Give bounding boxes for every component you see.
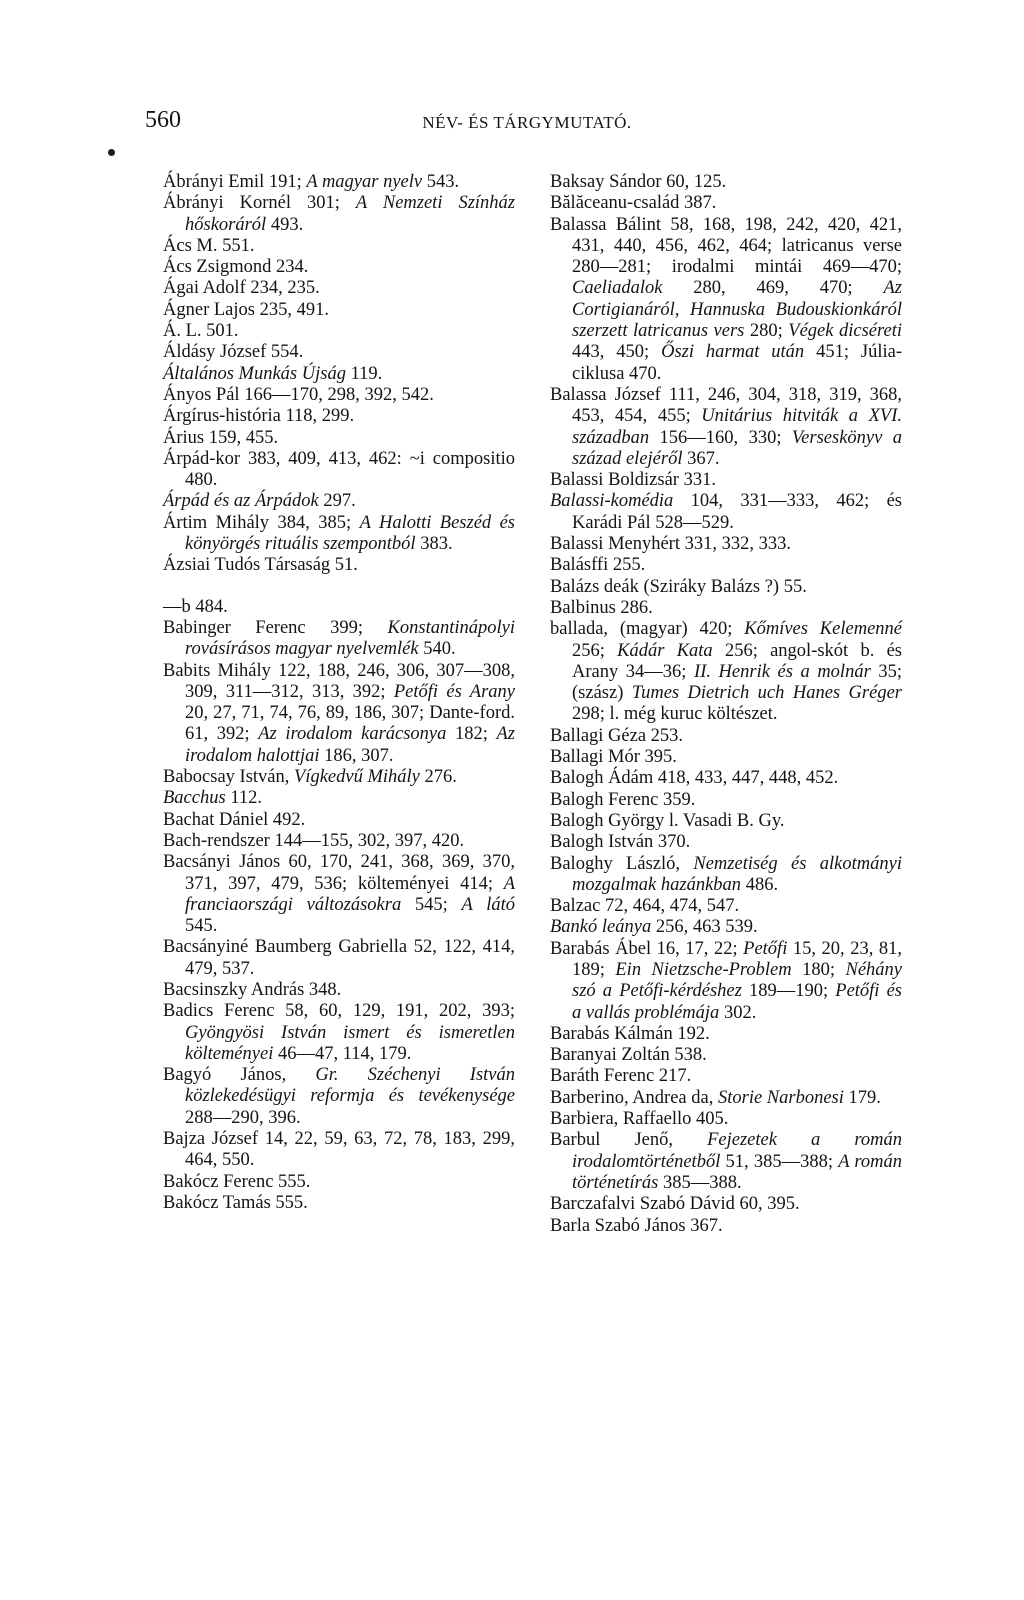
entry-title-text: Petőfi <box>743 938 788 959</box>
running-head: NÉV- ÉS TÁRGYMUTATÓ. <box>422 113 632 132</box>
entry-title-text: A franciaországi változásokra <box>185 873 515 915</box>
index-entry <box>163 172 515 193</box>
entry-title-text: A látó <box>461 894 515 915</box>
page-number: 560 <box>145 107 181 133</box>
index-entry <box>163 852 515 937</box>
entry-text: Badics Ferenc 58, 60, 129, 191, 202, 393; <box>163 1001 515 1022</box>
entry-text: 35; (szász) <box>572 661 902 704</box>
index-entry <box>550 726 902 747</box>
entry-text: 288—290, 396. <box>185 1107 301 1128</box>
index-entry <box>550 1045 902 1066</box>
entry-text: Baksay Sándor 60, 125. <box>550 172 727 192</box>
entry-title-text: Általános Munkás Újság <box>163 363 346 384</box>
entry-title-text: Balassi-komédia <box>550 491 674 512</box>
entry-text: Bacsinszky András 348. <box>163 979 342 1000</box>
entry-text: Ács Zsigmond 234. <box>163 257 309 278</box>
entry-text: Árius 159, 455. <box>163 427 279 448</box>
entry-title-text: Az irodalom karácsonya <box>258 724 447 745</box>
entry-text: 383. <box>415 534 453 555</box>
entry-title-text: Vígkedvű Mihály <box>294 767 420 788</box>
index-entry <box>163 193 515 236</box>
index-entry <box>163 1193 515 1214</box>
entry-text: Barczafalvi Szabó Dávid 60, 395. <box>550 1194 800 1215</box>
index-entry <box>163 980 515 1001</box>
index-entry <box>163 555 515 576</box>
index-entry <box>550 1109 902 1130</box>
entry-text: Barberino, Andrea da, <box>550 1087 718 1108</box>
index-entry <box>163 1001 515 1065</box>
entry-title-text: II. Henrik és a molnár <box>694 661 871 682</box>
index-entry <box>550 832 902 853</box>
entry-text: Bach-rendszer 144—155, 302, 397, 420. <box>163 830 465 851</box>
entry-text: 256; <box>572 640 618 661</box>
entry-text: Barbul Jenő, <box>550 1130 708 1151</box>
entry-title-text: Árpád és az Árpádok <box>163 491 319 512</box>
index-entry <box>550 917 902 938</box>
index-entry <box>550 747 902 768</box>
entry-text: 119. <box>345 363 383 384</box>
index-entry <box>163 1172 515 1193</box>
index-entry <box>163 428 515 449</box>
index-entry <box>550 555 902 576</box>
entry-text: 486. <box>741 874 779 895</box>
entry-text: Áldásy József 554. <box>163 342 304 363</box>
entry-text: Baranyai Zoltán 538. <box>550 1045 707 1066</box>
index-entry <box>550 1024 902 1045</box>
entry-text: 179. <box>843 1087 881 1108</box>
entry-text: 180; <box>791 959 846 980</box>
index-entry <box>550 215 902 385</box>
entry-title-text: Petőfi és a vallás problémája <box>572 981 903 1023</box>
index-entry <box>163 364 515 385</box>
entry-text: 256, 463 539. <box>651 917 758 938</box>
index-entry <box>163 385 515 406</box>
entry-text: Bajza József 14, 22, 59, 63, 72, 78, 183, 299, 464, 550. <box>163 1129 515 1171</box>
index-entry <box>163 767 515 788</box>
entry-text: Bakócz Tamás 555. <box>163 1192 308 1213</box>
entry-text: Ázsiai Tudós Társaság 51. <box>163 555 358 576</box>
entry-text: Balogh Ferenc 359. <box>550 789 696 810</box>
index-entry <box>550 768 902 789</box>
entry-title-text: Konstantinápolyi rovásírásos magyar nyelvemlék <box>185 617 515 660</box>
entry-text: Balogh György l. Vasadi B. Gy. <box>550 810 785 831</box>
index-entry <box>550 811 902 832</box>
entry-text: 545. <box>185 916 218 937</box>
index-entry <box>163 491 515 512</box>
entry-text: Balassi Menyhért 331, 332, 333. <box>550 534 791 555</box>
entry-title-text: A Halotti Beszéd és könyörgés rituális szempontból <box>185 512 515 555</box>
entry-text: Ártim Mihály 384, 385; <box>163 512 360 533</box>
index-entry <box>163 513 515 556</box>
entry-title-text: Caeliadalok <box>572 278 663 299</box>
index-entry <box>550 1194 902 1215</box>
entry-title-text: Gr. Széchenyi István közlekedésügyi reformja és tevékenysége <box>185 1065 515 1107</box>
entry-text: Bălăceanu-család 387. <box>550 193 717 214</box>
entry-text: Ágner Lajos 235, 491. <box>163 299 329 320</box>
entry-text: 543. <box>422 172 460 192</box>
entry-text: Balázs deák (Sziráky Balázs ?) 55. <box>550 576 807 597</box>
index-entry <box>550 939 902 1024</box>
index-entry <box>550 470 902 491</box>
index-entry <box>163 1129 515 1172</box>
entry-text: 182; <box>446 724 497 745</box>
entry-text: Babocsay István, <box>163 767 295 788</box>
entry-text: Ábrányi Emil 191; <box>163 172 307 192</box>
index-entry <box>550 193 902 214</box>
entry-title-text: Bacchus <box>163 788 226 809</box>
entry-text: 443, 450; <box>572 342 662 363</box>
entry-text: Ágai Adolf 234, 235. <box>163 278 320 299</box>
entry-text: Balogh Ádám 418, 433, 447, 448, 452. <box>550 768 839 789</box>
entry-title-text: Ein Nietzsche-Problem <box>615 959 792 980</box>
index-column-left <box>163 172 515 1214</box>
entry-title-text: Az irodalom halottjai <box>185 724 515 766</box>
entry-text: 104, 331—333, 462; és Karádi Pál 528—529. <box>572 491 902 533</box>
entry-text: 540. <box>418 639 456 660</box>
entry-title-text: Unitárius hitviták a XVI. században <box>572 406 902 448</box>
entry-text: 493. <box>266 214 304 235</box>
entry-text: Bacsányi János 60, 170, 241, 368, 369, 370, 371, 397, 479, 536; költeményei 414; <box>163 852 515 894</box>
entry-title-text: Az Cortigianáról, Hannuska Budouskionkáról szerzett latricanus vers <box>572 278 902 342</box>
entry-text: 545; <box>401 894 462 915</box>
index-column-right <box>550 172 902 1237</box>
entry-title-text: A román történetírás <box>572 1151 903 1193</box>
entry-text: Bakócz Ferenc 555. <box>163 1171 311 1192</box>
entry-text: Balásffi 255. <box>550 555 646 576</box>
index-entry <box>550 1216 902 1237</box>
entry-text: Balogh István 370. <box>550 832 691 853</box>
index-entry <box>163 406 515 427</box>
index-entry <box>163 300 515 321</box>
entry-title-text: Kádár Kata <box>617 640 713 661</box>
index-entry <box>550 598 902 619</box>
entry-title-text: A magyar nyelv <box>306 172 423 192</box>
entry-title-text: Verseskönyv a század elejéről <box>572 427 903 469</box>
entry-text: 20, 27, 71, 74, 76, 89, 186, 307; Dante-ford. 61, 392; <box>185 703 515 745</box>
entry-text: 15, 20, 23, 81, 189; <box>572 938 903 980</box>
index-entry <box>550 1130 902 1194</box>
entry-text: Baloghy László, <box>550 853 694 874</box>
index-entry <box>163 236 515 257</box>
index-entry <box>550 1066 902 1087</box>
entry-text: 385—388. <box>658 1172 742 1193</box>
entry-title-text: Tumes Dietrich uch Hanes Gréger <box>631 683 902 704</box>
entry-title-text: A Nemzeti Színház hőskoráról <box>185 193 515 235</box>
entry-text: Babinger Ferenc 399; <box>163 617 388 638</box>
entry-text: Barabás Kálmán 192. <box>550 1023 710 1044</box>
entry-text: Balbinus 286. <box>550 597 653 618</box>
entry-title-text: Storie Narbonesi <box>717 1087 844 1108</box>
entry-text: Árpád-kor 383, 409, 413, 462: ~i compositio 480. <box>163 448 515 491</box>
entry-text: 276. <box>419 767 457 788</box>
entry-text: 112. <box>225 788 263 809</box>
entry-text: Árgírus-história 118, 299. <box>163 406 355 427</box>
entry-text: Á. L. 501. <box>163 321 239 342</box>
entry-text: Balassa József 111, 246, 304, 318, 319, 368, 453, 454, 455; <box>550 384 902 427</box>
index-entry <box>550 1088 902 1109</box>
entry-text: Bagyó János, <box>163 1065 316 1086</box>
entry-text: 302. <box>719 1002 757 1023</box>
entry-title-text: Nemzetiség és alkotmányi mozgalmak hazánkban <box>572 853 902 895</box>
index-entry <box>550 577 902 598</box>
entry-text: 451; Júlia-ciklusa 470. <box>572 342 902 384</box>
entry-text: Ballagi Mór 395. <box>550 747 677 768</box>
entry-text: 51, 385—388; <box>720 1151 839 1172</box>
entry-text: Barbiera, Raffaello 405. <box>550 1109 729 1130</box>
index-entry <box>163 278 515 299</box>
index-entry <box>163 1065 515 1129</box>
entry-text: Bachat Dániel 492. <box>163 809 306 830</box>
entry-text: 189—190; <box>741 981 836 1002</box>
index-entry <box>550 854 902 897</box>
entry-text: Ábrányi Kornél 301; <box>163 193 356 214</box>
entry-text: 156—160, 330; <box>649 427 792 448</box>
entry-text: 298; l. még kuruc költészet. <box>572 704 778 725</box>
index-entry <box>550 491 902 534</box>
entry-text: 297. <box>318 491 356 512</box>
entry-title-text: Fejezetek a román irodalomtörténetből <box>572 1130 902 1172</box>
entry-text: Balassa Bálint 58, 168, 198, 242, 420, 421, 431, 440, 456, 462, 464; latricanus verse 280—281; irodalmi mintái 469—470; <box>550 214 902 278</box>
entry-text: 280; <box>744 321 789 342</box>
entry-text: Ányos Pál 166—170, 298, 392, 542. <box>163 384 434 405</box>
entry-text: Balzac 72, 464, 474, 547. <box>550 896 740 917</box>
entry-text: Ballagi Géza 253. <box>550 725 684 746</box>
entry-text: 280, 469, 470; <box>662 278 884 299</box>
entry-text: Baráth Ferenc 217. <box>550 1066 692 1087</box>
index-entry <box>550 896 902 917</box>
entry-text: ballada, (magyar) 420; <box>550 619 745 640</box>
entry-title-text: Néhány szó a Petőfi-kérdéshez <box>572 959 903 1002</box>
index-entry <box>163 449 515 492</box>
entry-text: —b 484. <box>163 596 228 617</box>
entry-text: Ács M. 551. <box>163 235 255 256</box>
entry-title-text: Végek dicséreti <box>788 321 903 342</box>
entry-text: 46—47, 114, 179. <box>273 1043 412 1064</box>
bullet-mark <box>108 149 115 156</box>
index-entry <box>163 257 515 278</box>
entry-text: Barla Szabó János 367. <box>550 1215 723 1236</box>
entry-title-text: Gyöngyösi István ismert és ismeretlen költeményei <box>185 1022 515 1064</box>
entry-text: Babits Mihály 122, 188, 246, 306, 307—308, 309, 311—312, 313, 392; <box>163 660 515 702</box>
index-entry <box>163 597 515 618</box>
index-entry <box>163 661 515 767</box>
entry-title-text: Kőmíves Kelemenné <box>744 619 902 640</box>
entry-text: 186, 307. <box>319 745 394 766</box>
index-entry <box>163 321 515 342</box>
index-entry <box>163 788 515 809</box>
index-entry <box>550 534 902 555</box>
entry-title-text: Petőfi és Arany <box>393 681 515 702</box>
index-entry <box>163 831 515 852</box>
entry-title-text: Őszi harmat után <box>661 342 805 363</box>
index-entry <box>163 618 515 661</box>
index-entry <box>550 790 902 811</box>
entry-text: Barabás Ábel 16, 17, 22; <box>550 938 744 959</box>
index-entry <box>163 937 515 980</box>
index-entry <box>550 172 902 193</box>
entry-text: Bacsányiné Baumberg Gabriella 52, 122, 414, 479, 537. <box>163 937 515 979</box>
index-entry <box>163 342 515 363</box>
entry-text: Balassi Boldizsár 331. <box>550 470 716 491</box>
entry-text: 256; angol-skót b. és Arany 34—36; <box>572 640 902 682</box>
index-entry <box>550 385 902 470</box>
index-entry <box>550 619 902 725</box>
entry-title-text: Bankó leánya <box>550 917 652 938</box>
entry-text: 367. <box>682 448 720 469</box>
index-entry <box>163 810 515 831</box>
